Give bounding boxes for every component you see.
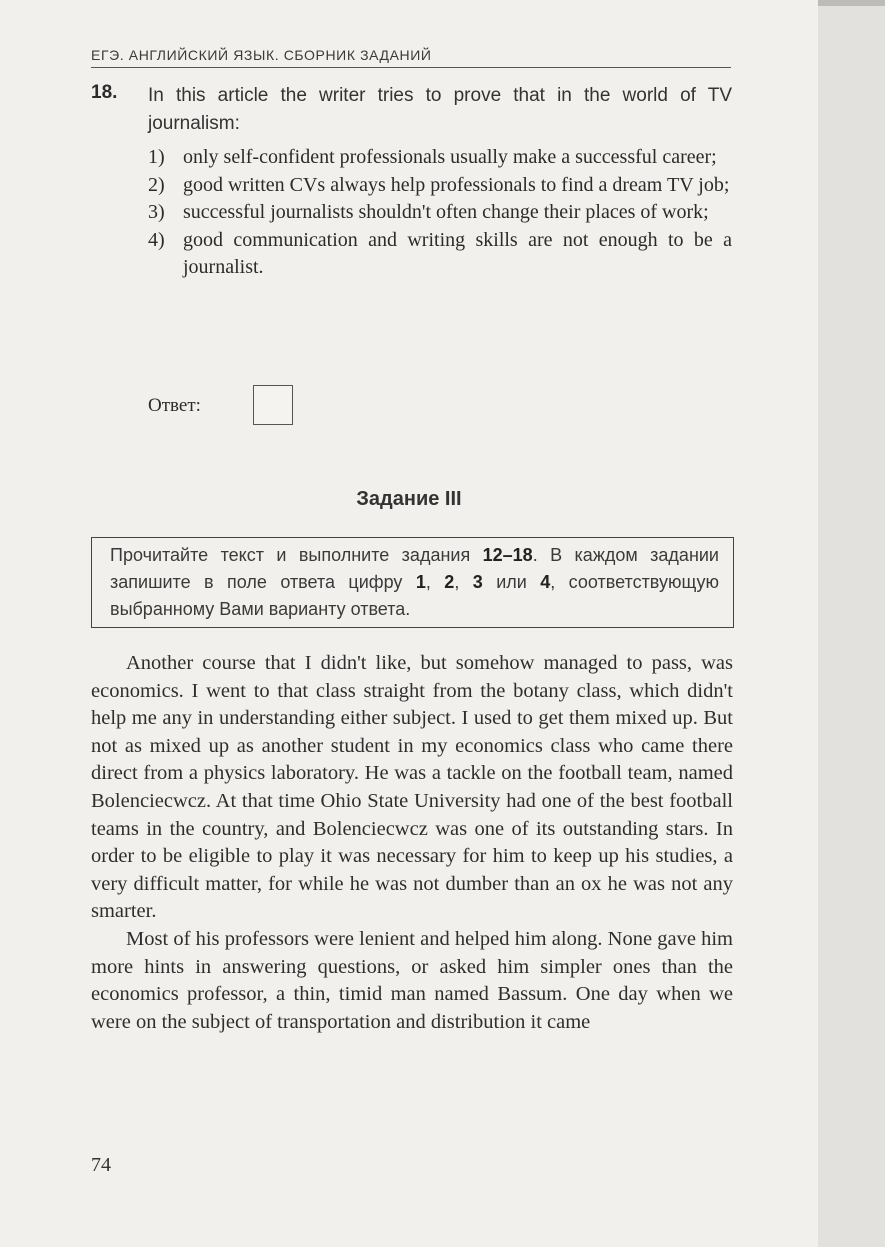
instruction-text: Прочитайте текст и выполните задания [110, 545, 483, 565]
answer-options [148, 144, 732, 282]
digit: 3 [472, 572, 483, 592]
paragraph: Another course that I didn't like, but somehow managed to pass, was economics. I went to that class straight from the botany class, which didn't help me any in understanding either subject. I used to get them mixed up. But not as mixed up as another student in my economics class who came there direct from a physics laboratory. He was a tackle on the football team, named Bolenciecwcz. At that time Ohio State University had one of the best football teams in the country, and Bolenciecwcz was one of its outstanding stars. In order to be eligible to play it was necessary for him to keep up his studies, a very difficult matter, for while he was not dumber than an ox he was not any smarter. [91, 652, 733, 923]
scan-edge-shadow [818, 0, 885, 6]
option-text: only self-confident professionals usually make a successful career; [183, 146, 717, 168]
instruction-text: . В каждом задании запишите в поле ответа цифру [110, 545, 719, 592]
instruction-box [91, 537, 734, 628]
separator: или [482, 572, 541, 592]
question-text: In this article the writer tries to prove that in the world of TV journalism: [148, 85, 732, 134]
answer-label: Ответ: [148, 395, 201, 416]
paragraph: Most of his professors were lenient and helped him along. None gave him more hints in answering questions, or asked him simpler ones than the economics professor, a thin, timid man named Bassum. One day when we were on the subject of transportation and distribution it came [91, 927, 733, 1033]
option-4 [148, 227, 732, 282]
option-number: 4) [148, 228, 165, 251]
question-number: 18. [91, 82, 118, 103]
option-number: 2) [148, 173, 165, 196]
page-number: 74 [91, 1154, 111, 1176]
option-3 [148, 199, 732, 227]
instruction-text: , соответствующую выбранному Вами варианту ответа. [110, 572, 719, 619]
scan-margin [818, 0, 885, 1247]
digit: 4 [540, 572, 551, 592]
digit: 1 [415, 572, 426, 592]
digit: 2 [444, 572, 455, 592]
reading-text [91, 650, 733, 1036]
option-number: 3) [148, 201, 165, 223]
separator: , [454, 572, 473, 592]
option-text: good written CVs always help professionals to find a dream TV job; [183, 173, 730, 196]
option-1 [148, 144, 732, 172]
option-text: successful journalists shouldn't often change their places of work; [183, 201, 709, 223]
option-number: 1) [148, 146, 165, 168]
option-2 [148, 172, 732, 200]
separator: , [425, 572, 445, 592]
running-header: ЕГЭ. АНГЛИЙСКИЙ ЯЗЫК. СБОРНИК ЗАДАНИЙ [91, 47, 731, 68]
option-text: good communication and writing skills are not enough to be a journalist. [183, 228, 732, 278]
task-range: 12–18 [482, 545, 533, 565]
section-title: Задание III [356, 488, 462, 510]
answer-box[interactable] [253, 385, 293, 425]
